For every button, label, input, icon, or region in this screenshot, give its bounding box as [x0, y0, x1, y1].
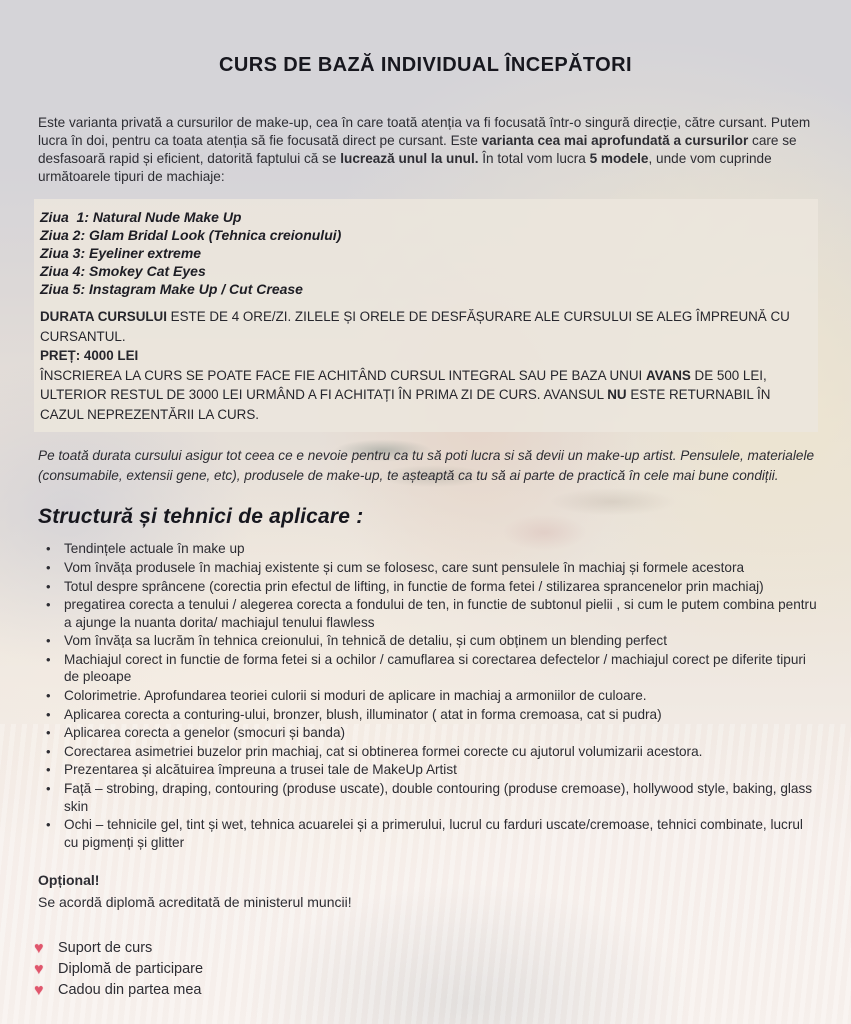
- bullet-text: Față – strobing, draping, contouring (produse uscate), double contouring (produse cremoase), hollywood style, baking, glass skin: [64, 781, 813, 814]
- course-price-line: PREȚ: 4000 LEI: [40, 348, 139, 364]
- bullet-text: Corectarea asimetriei buzelor prin machiaj, cat si obtinerea formei corecte cu ajutorul volumizarii acestora.: [64, 743, 703, 759]
- bullet-item: [44, 632, 821, 650]
- bullet-icon: •: [46, 743, 51, 759]
- schedule-day-list: [40, 208, 804, 298]
- bullet-icon: •: [46, 559, 51, 575]
- page-title: CURS DE BAZĂ INDIVIDUAL ÎNCEPĂTORI: [219, 54, 632, 76]
- intro-paragraph: Este varianta privată a cursurilor de make-up, cea în care toată atenția va fi focusată într-o singură direcție, către cursant. Putem lucra în doi, pentru ca toata atenția să fie focusată direct pe cursant. Este varianta cea mai aprofundată a cursurilor care se desfasoară rapid și eficient, datorită faptului că se lucrează unul la unul. În total vom lucra 5 modele, unde vom cuprinde următoarele tipuri de machiaje:: [38, 115, 811, 185]
- bullet-text: Prezentarea și alcătuirea împreuna a trusei tale de MakeUp Artist: [64, 762, 457, 778]
- bullet-icon: •: [46, 706, 51, 722]
- bullet-icon: •: [46, 781, 51, 797]
- schedule-day: Ziua 4: Smokey Cat Eyes: [40, 263, 206, 280]
- bullet-icon: •: [46, 651, 51, 667]
- bullet-text: Vom învăța produsele în machiaj existente și cum se folosesc, care sunt pensulele în machiaj și formele acestora: [64, 559, 745, 575]
- bullet-icon: •: [46, 541, 51, 557]
- bullet-icon: •: [46, 578, 51, 594]
- bullet-item: [44, 706, 821, 724]
- heart-icon: ♥: [34, 960, 44, 978]
- schedule-day: Ziua 5: Instagram Make Up / Cut Crease: [40, 281, 303, 298]
- bullet-item: [44, 687, 821, 705]
- optional-title: Opțional!: [38, 872, 100, 889]
- bullet-text: Machiajul corect in functie de forma fetei si a ochilor / camuflarea si corectarea defectelor / machiajul corect pe diferite tipuri de pleoape: [64, 651, 806, 685]
- perk-label: Suport de curs: [58, 940, 153, 957]
- bullet-item: [44, 780, 821, 815]
- bullet-text: Aplicarea corecta a conturing-ului, bronzer, blush, illuminator ( atat in forma cremoasa, cat si pudra): [64, 706, 662, 722]
- bullet-text: Vom învăța sa lucrăm în tehnica creionului, în tehnică de detaliu, și cum obținem un blending perfect: [64, 633, 668, 649]
- bullet-text: Ochi – tehnicile gel, tint și wet, tehnica acuarelei și a primerului, lucrul cu farduri uscate/cremoase, tehnici combinate, lucrul cu pigmenți și glitter: [64, 817, 803, 850]
- bullet-icon: •: [46, 817, 51, 833]
- bullet-text: Tendințele actuale în make up: [64, 541, 245, 557]
- perks-list: [34, 938, 815, 1001]
- bullet-icon: •: [46, 762, 51, 778]
- course-duration-line: DURATA CURSULUI ESTE DE 4 ORE/ZI. ZILELE ȘI ORELE DE DESFĂȘURARE ALE CURSULUI SE ALEG ÎMPREUNĂ CU CURSANTUL.: [40, 309, 790, 344]
- bullet-item: [44, 724, 821, 742]
- optional-block: [38, 870, 815, 912]
- bullet-text: Colorimetrie. Aprofundarea teoriei culorii si moduri de aplicare in machiaj a armoniilor de culoare.: [64, 688, 647, 704]
- bullet-icon: •: [46, 688, 51, 704]
- structure-section-heading: Structură și tehnici de aplicare :: [38, 505, 364, 529]
- bullet-item: [44, 743, 821, 761]
- perk-item: [34, 980, 815, 1001]
- bullet-item: [44, 816, 821, 851]
- schedule-day: Ziua 2: Glam Bridal Look (Tehnica creionului): [40, 227, 342, 244]
- perk-item: [34, 938, 815, 959]
- schedule-pricing-box: [34, 199, 818, 432]
- bullet-item: [44, 596, 821, 631]
- materials-note-paragraph: Pe toată durata cursului asigur tot ceea ce e nevoie pentru ca tu să poti lucra si să devii un make-up artist. Pensulele, materialele (consumabile, extensii gene, etc), produsele de make-up, te așteaptă ca tu să ai parte de practică în cele mai bune condiții.: [38, 448, 815, 484]
- optional-text: Se acordă diplomă acreditată de ministerul muncii!: [38, 894, 352, 911]
- pricing-details: [40, 307, 804, 424]
- bullet-text: pregatirea corecta a tenului / alegerea corecta a fondului de ten, in functie de subtonul pielii , si cum le putem combina pentru a ajunge la nuanta dorita/ machiajul tenului flawless: [64, 597, 817, 630]
- perk-label: Cadou din partea mea: [58, 982, 202, 999]
- perk-item: [34, 959, 815, 980]
- schedule-day: Ziua 3: Eyeliner extreme: [40, 245, 202, 262]
- heart-icon: ♥: [34, 939, 44, 957]
- bullet-icon: •: [46, 597, 51, 613]
- bullet-item: [44, 559, 821, 577]
- bullet-icon: •: [46, 633, 51, 649]
- bullet-item: [44, 578, 821, 596]
- bullet-item: [44, 651, 821, 686]
- bullet-text: Totul despre sprâncene (corectia prin efectul de lifting, in functie de forma fetei / stilizarea sprancenelor prin machiaj): [64, 578, 764, 594]
- bullet-text: Aplicarea corecta a genelor (smocuri și banda): [64, 725, 346, 741]
- techniques-bullet-list: [44, 540, 821, 851]
- bullet-item: [44, 761, 821, 779]
- heart-icon: ♥: [34, 981, 44, 999]
- schedule-day: Ziua 1: Natural Nude Make Up: [40, 209, 242, 226]
- perk-label: Diplomă de participare: [58, 961, 204, 978]
- bullet-icon: •: [46, 725, 51, 741]
- bullet-item: [44, 540, 821, 558]
- enrollment-terms-line: ÎNSCRIEREA LA CURS SE POATE FACE FIE ACHITÂND CURSUL INTEGRAL SAU PE BAZA UNUI AVANS DE 500 LEI, ULTERIOR RESTUL DE 3000 LEI URMÂND A FI ACHITAȚI ÎN PRIMA ZI DE CURS. AVANSUL NU ESTE RETURNABIL ÎN CAZUL NEPREZENTĂRII LA CURS.: [40, 367, 771, 422]
